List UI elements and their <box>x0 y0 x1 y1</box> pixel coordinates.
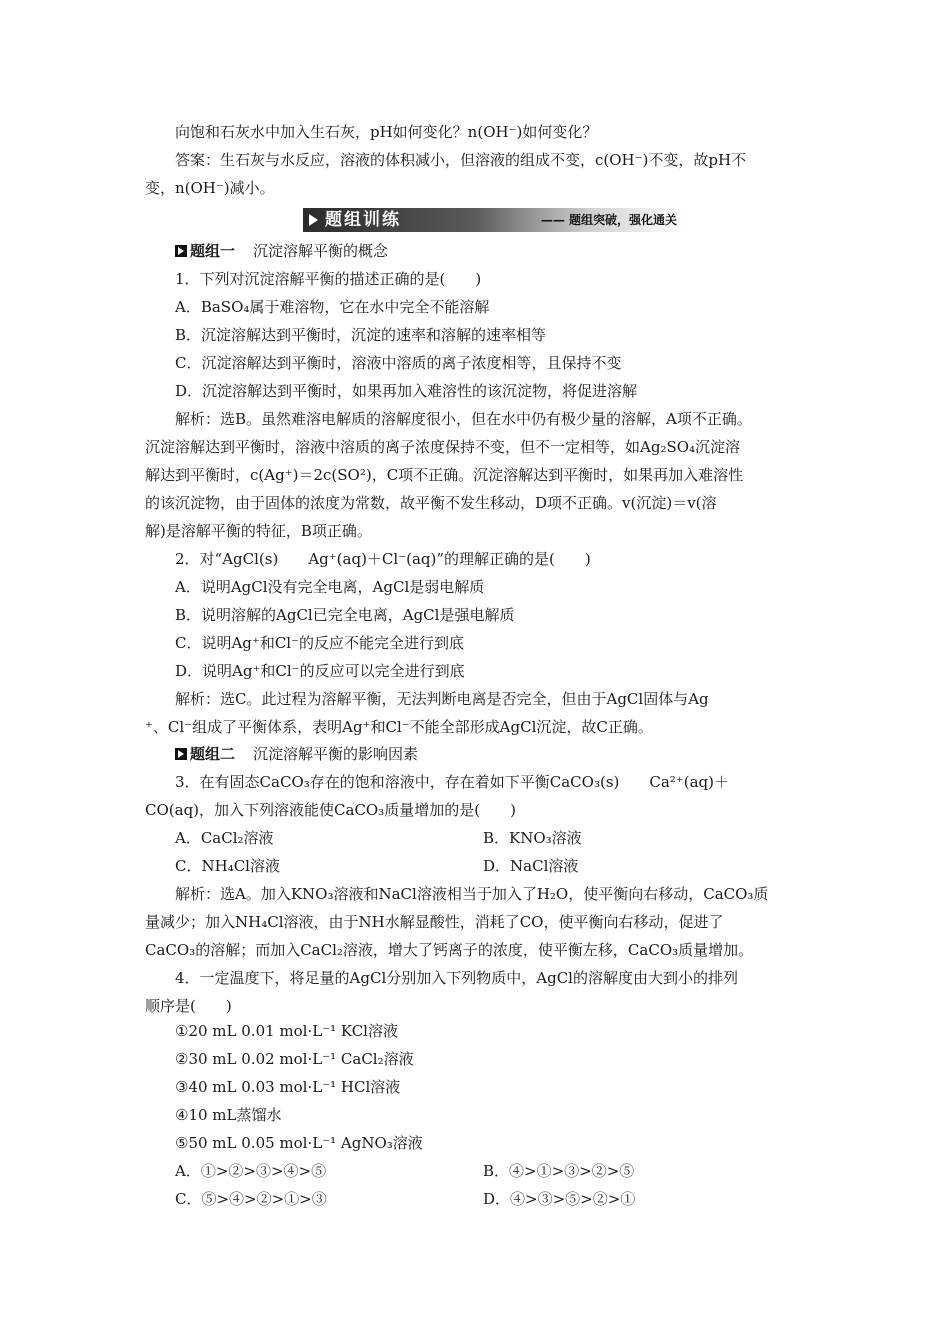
q2-option-d: D．说明Ag⁺和Cl⁻的反应可以完全进行到底 <box>175 662 465 680</box>
q1-stem: 1．下列对沉淀溶解平衡的描述正确的是( ) <box>175 270 482 288</box>
q1-option-a: A．BaSO₄属于难溶物，它在水中完全不能溶解 <box>175 298 490 316</box>
group1-topic: 沉淀溶解平衡的概念 <box>253 242 389 260</box>
q1-analysis-line: 解达到平衡时，c(Ag⁺)＝2c(SO²)，C项不正确。沉淀溶解达到平衡时，如果再加入难溶性 <box>145 466 744 484</box>
group-marker-icon <box>175 748 187 760</box>
q4-options-row2 <box>175 1189 810 1209</box>
q3-option-a: A．CaCl₂溶液 <box>175 829 274 847</box>
play-triangle-icon <box>309 214 318 226</box>
q3-analysis-line: 解析：选A。加入KNO₃溶液和NaCl溶液相当于加入了H₂O，使平衡向右移动，CaCO₃质 <box>175 885 769 903</box>
q1-option-d: D．沉淀溶解达到平衡时，如果再加入难溶性的该沉淀物，将促进溶解 <box>175 382 638 400</box>
intro-answer-line2: 变，n(OH⁻)减小。 <box>145 179 275 197</box>
group-marker-icon <box>175 245 187 257</box>
q3-analysis-line: CaCO₃的溶解；而加入CaCl₂溶液，增大了钙离子的浓度，使平衡左移，CaCO₃质量增加。 <box>145 941 754 959</box>
group2-topic: 沉淀溶解平衡的影响因素 <box>253 745 419 763</box>
q4-item: ⑤50 mL 0.05 mol·L⁻¹ AgNO₃溶液 <box>175 1134 423 1152</box>
q4-option-d: D．④>③>⑤>②>① <box>483 1190 636 1208</box>
q4-stem-line2: 顺序是( ) <box>145 997 232 1015</box>
banner-subtitle: —— 题组突破，强化通关 <box>540 213 677 227</box>
group1-label: 题组一 <box>190 242 236 260</box>
q3-option-b: B．KNO₃溶液 <box>483 829 582 847</box>
q1-analysis-line: 沉淀溶解达到平衡时，溶液中溶质的离子浓度保持不变，但不一定相等，如Ag₂SO₄沉淀溶 <box>145 438 741 456</box>
q2-option-a: A．说明AgCl没有完全电离，AgCl是弱电解质 <box>175 578 485 596</box>
q1-analysis-line: 的该沉淀物，由于固体的浓度为常数，故平衡不发生移动，D项不正确。v(沉淀)＝v(溶 <box>145 494 717 512</box>
intro-question: 向饱和石灰水中加入生石灰，pH如何变化？n(OH⁻)如何变化？ <box>175 123 598 141</box>
q1-option-c: C．沉淀溶解达到平衡时，溶液中溶质的离子浓度相等，且保持不变 <box>175 354 622 372</box>
intro-answer-line1: 答案：生石灰与水反应，溶液的体积减小，但溶液的组成不变，c(OH⁻)不变，故pH不 <box>175 151 747 169</box>
q3-options-row1 <box>175 828 810 848</box>
q4-option-a: A．①>②>③>④>⑤ <box>175 1162 327 1180</box>
q4-item: ①20 mL 0.01 mol·L⁻¹ KCl溶液 <box>175 1022 398 1040</box>
section-banner <box>303 208 683 232</box>
banner-title: 题组训练 <box>325 210 401 230</box>
q2-analysis-line: ⁺、Cl⁻组成了平衡体系，表明Ag⁺和Cl⁻不能全部形成AgCl沉淀，故C正确。 <box>145 718 653 736</box>
group2-heading <box>175 744 840 764</box>
group1-heading <box>175 241 840 261</box>
q1-option-b: B．沉淀溶解达到平衡时，沉淀的速率和溶解的速率相等 <box>175 326 547 344</box>
group2-label: 题组二 <box>190 745 236 763</box>
q4-options-row1 <box>175 1161 810 1181</box>
q3-option-c: C．NH₄Cl溶液 <box>175 857 280 875</box>
q2-stem: 2．对“AgCl(s) Ag⁺(aq)＋Cl⁻(aq)”的理解正确的是( ) <box>175 550 591 568</box>
q2-option-c: C．说明Ag⁺和Cl⁻的反应不能完全进行到底 <box>175 634 465 652</box>
q1-analysis-line: 解析：选B。虽然难溶电解质的溶解度很小，但在水中仍有极少量的溶解，A项不正确。 <box>175 410 752 428</box>
q3-analysis-line: 量减少；加入NH₄Cl溶液，由于NH水解显酸性，消耗了CO，使平衡向右移动，促进了 <box>145 913 724 931</box>
q1-analysis-line: 解)是溶解平衡的特征，B项正确。 <box>145 522 372 540</box>
q4-option-c: C．⑤>④>②>①>③ <box>175 1190 327 1208</box>
q2-option-b: B．说明溶解的AgCl已完全电离，AgCl是强电解质 <box>175 606 515 624</box>
q4-option-b: B．④>①>③>②>⑤ <box>483 1162 635 1180</box>
q4-item: ②30 mL 0.02 mol·L⁻¹ CaCl₂溶液 <box>175 1050 414 1068</box>
q4-stem-line1: 4．一定温度下，将足量的AgCl分别加入下列物质中，AgCl的溶解度由大到小的排列 <box>175 969 738 987</box>
q3-stem-line1: 3．在有固态CaCO₃存在的饱和溶液中，存在着如下平衡CaCO₃(s) Ca²⁺(aq)＋ <box>175 773 729 791</box>
q4-item: ③40 mL 0.03 mol·L⁻¹ HCl溶液 <box>175 1078 401 1096</box>
q2-analysis-line: 解析：选C。此过程为溶解平衡，无法判断电离是否完全，但由于AgCl固体与Ag <box>175 690 709 708</box>
q4-item: ④10 mL蒸馏水 <box>175 1106 282 1124</box>
q3-option-d: D．NaCl溶液 <box>483 857 579 875</box>
q3-stem-line2: CO(aq)，加入下列溶液能使CaCO₃质量增加的是( ) <box>145 801 516 819</box>
q3-options-row2 <box>175 856 810 876</box>
